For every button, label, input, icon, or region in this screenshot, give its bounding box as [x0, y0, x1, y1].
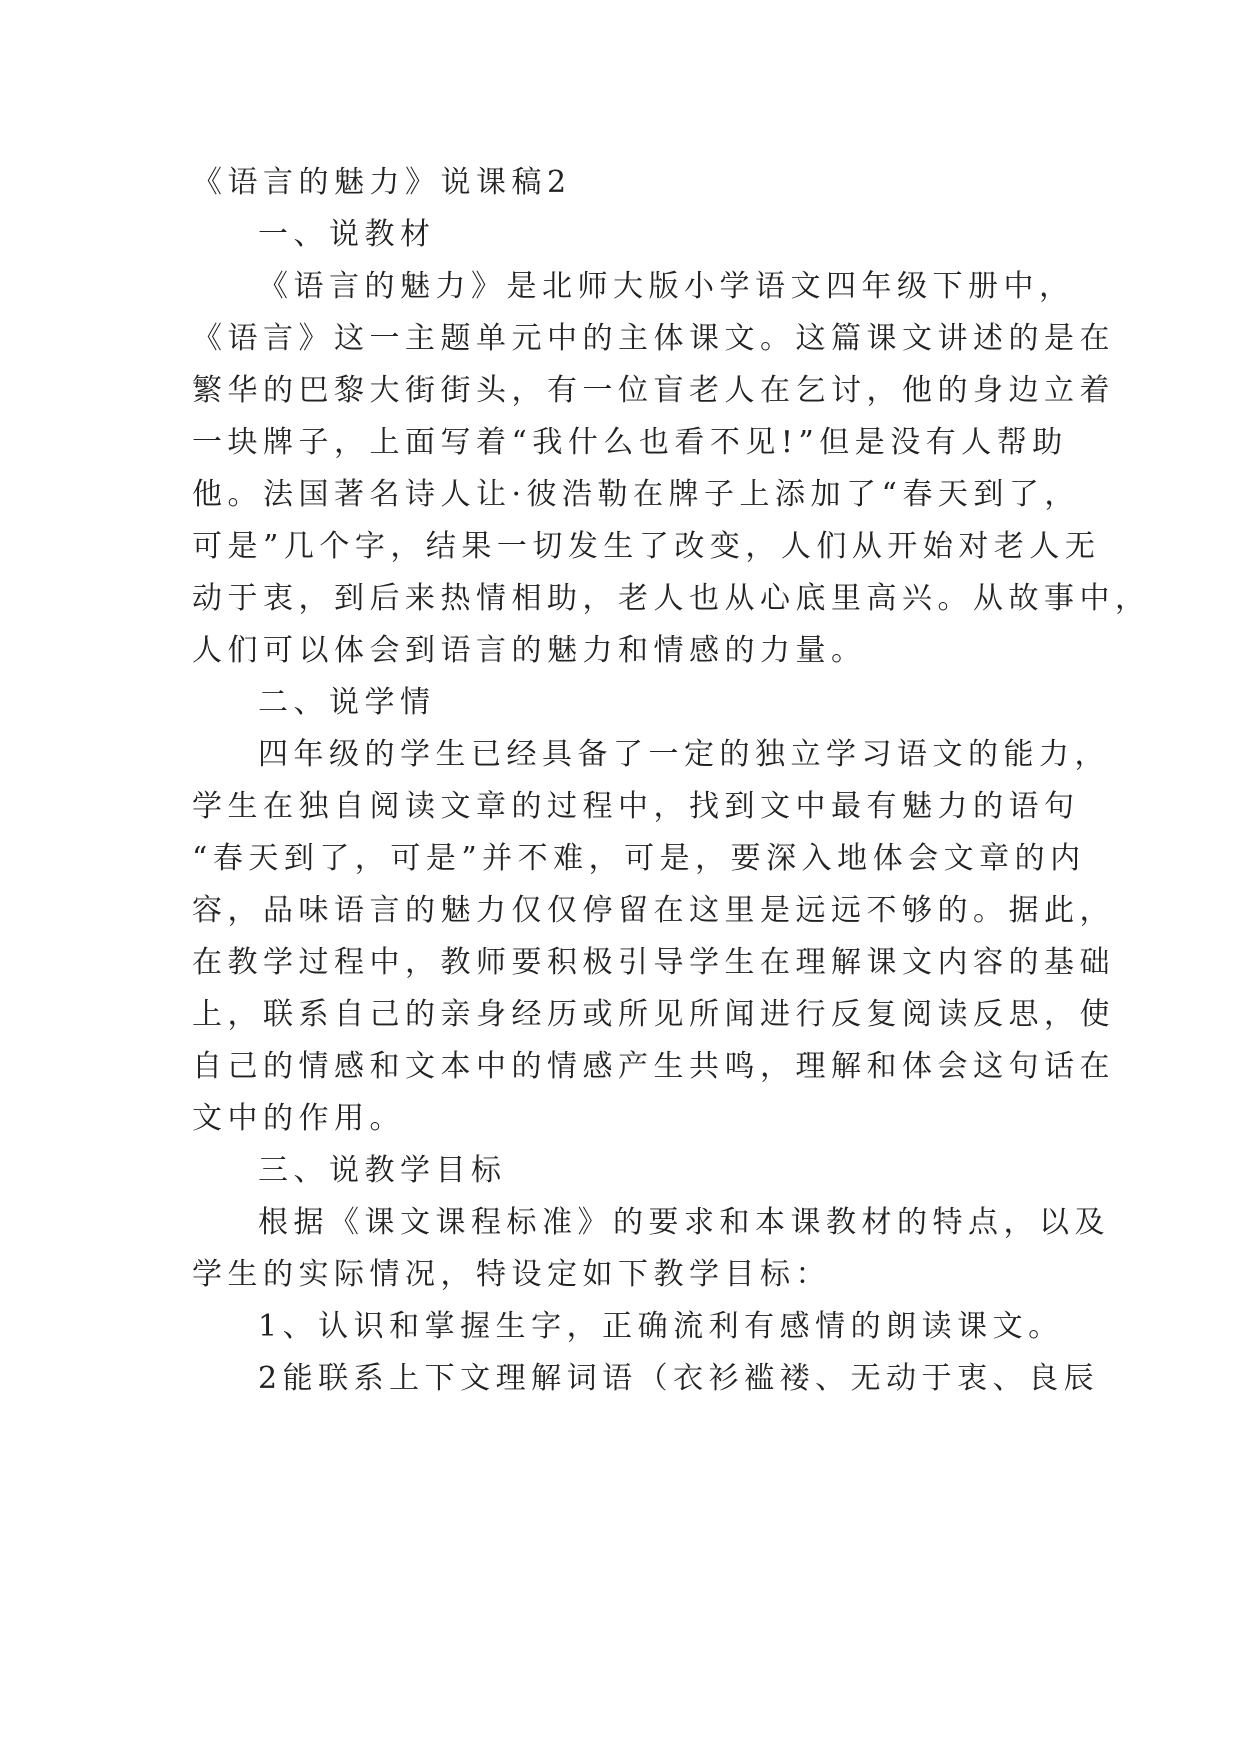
- list-item-goal-2: 2能联系上下文理解词语（衣衫褴褛、无动于衷、良辰: [258, 1361, 1100, 1396]
- document-body: [192, 157, 1151, 1405]
- paragraph-line: 动于衷，到后来热情相助，老人也从心底里高兴。从故事中，: [192, 581, 1151, 616]
- list-item-goal-1: 1、认识和掌握生字，正确流利有感情的朗读课文。: [258, 1309, 1064, 1344]
- paragraph-line: 《语言的魅力》是北师大版小学语文四年级下册中，: [258, 269, 1075, 304]
- paragraph-line: “春天到了，可是”并不难，可是，要深入地体会文章的内: [192, 841, 1086, 876]
- section-heading-goals: 三、说教学目标: [258, 1153, 507, 1188]
- paragraph-line: 四年级的学生已经具备了一定的独立学习语文的能力，: [258, 737, 1110, 772]
- paragraph-line: 自己的情感和文本中的情感产生共鸣，理解和体会这句话在: [192, 1049, 1115, 1084]
- paragraph-line: 一块牌子，上面写着“我什么也看不见!”但是没有人帮助: [192, 425, 1068, 460]
- section-heading-students: 二、说学情: [258, 685, 436, 720]
- paragraph-line: 在教学过程中，教师要积极引导学生在理解课文内容的基础: [192, 945, 1115, 980]
- paragraph-line: 可是”几个字，结果一切发生了改变，人们从开始对老人无: [192, 529, 1101, 564]
- paragraph-line: 上，联系自己的亲身经历或所见所闻进行反复阅读反思，使: [192, 997, 1115, 1032]
- paragraph-line: 他。法国著名诗人让·彼浩勒在牌子上添加了“春天到了，: [192, 477, 1080, 512]
- paragraph-line: 繁华的巴黎大街街头，有一位盲老人在乞讨，他的身边立着: [192, 373, 1115, 408]
- section-heading-textbook: 一、说教材: [258, 217, 436, 252]
- paragraph-line: 根据《课文课程标准》的要求和本课教材的特点，以及: [258, 1205, 1110, 1240]
- paragraph-line: 学生的实际情况，特设定如下教学目标：: [192, 1257, 831, 1292]
- document-title: 《语言的魅力》说课稿2: [192, 165, 572, 200]
- paragraph-line: 人们可以体会到语言的魅力和情感的力量。: [192, 633, 867, 668]
- paragraph-line: 文中的作用。: [192, 1101, 405, 1136]
- paragraph-line: 《语言》这一主题单元中的主体课文。这篇课文讲述的是在: [192, 321, 1115, 356]
- paragraph-line: 容，品味语言的魅力仅仅停留在这里是远远不够的。据此，: [192, 893, 1115, 928]
- paragraph-line: 学生在独自阅读文章的过程中，找到文中最有魅力的语句: [192, 789, 1080, 824]
